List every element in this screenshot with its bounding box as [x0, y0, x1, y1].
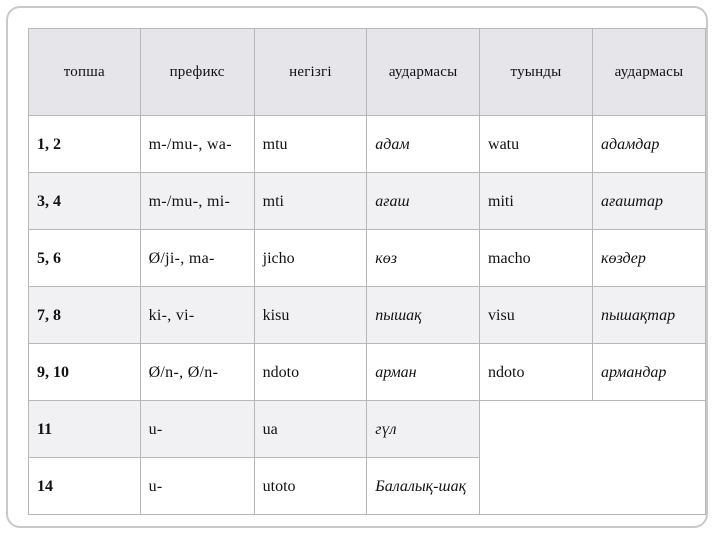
- class-cell: 7, 8: [29, 287, 141, 344]
- header-stem: негізгі: [254, 29, 367, 116]
- header-prefix: префикс: [140, 29, 254, 116]
- stem-cell: utoto: [254, 458, 367, 515]
- stem-cell: ndoto: [254, 344, 367, 401]
- translation-cell: адам: [367, 116, 480, 173]
- slide-frame: [6, 6, 708, 528]
- header-class: топша: [29, 29, 141, 116]
- derived-cell: macho: [480, 230, 593, 287]
- table-row: [29, 287, 706, 344]
- prefix-cell: u-: [140, 401, 254, 458]
- class-cell: 9, 10: [29, 344, 141, 401]
- translation-cell: ағаш: [367, 173, 480, 230]
- prefix-cell: u-: [140, 458, 254, 515]
- derived-cell: miti: [480, 173, 593, 230]
- translation-cell: арман: [367, 344, 480, 401]
- prefix-cell: m-/mu-, mi-: [140, 173, 254, 230]
- header-row: [29, 29, 706, 116]
- empty-merged-cell: [480, 401, 706, 515]
- header-derived: туынды: [480, 29, 593, 116]
- class-cell: 11: [29, 401, 141, 458]
- stem-cell: kisu: [254, 287, 367, 344]
- table-row: [29, 173, 706, 230]
- header-translation: аудармасы: [367, 29, 480, 116]
- derived-translation-cell: адамдар: [592, 116, 705, 173]
- derived-translation-cell: ағаштар: [592, 173, 705, 230]
- table-row: [29, 116, 706, 173]
- noun-class-table: [28, 28, 706, 515]
- translation-cell: пышақ: [367, 287, 480, 344]
- stem-cell: jicho: [254, 230, 367, 287]
- derived-translation-cell: пышақтар: [592, 287, 705, 344]
- translation-cell: Балалық-шақ: [367, 458, 480, 515]
- prefix-cell: m-/mu-, wa-: [140, 116, 254, 173]
- derived-cell: ndoto: [480, 344, 593, 401]
- table-row: [29, 401, 706, 458]
- class-cell: 14: [29, 458, 141, 515]
- derived-translation-cell: армандар: [592, 344, 705, 401]
- class-cell: 3, 4: [29, 173, 141, 230]
- class-cell: 1, 2: [29, 116, 141, 173]
- translation-cell: көз: [367, 230, 480, 287]
- table-row: [29, 344, 706, 401]
- header-derived-translation: аудармасы: [592, 29, 705, 116]
- class-cell: 5, 6: [29, 230, 141, 287]
- stem-cell: mti: [254, 173, 367, 230]
- translation-cell: гүл: [367, 401, 480, 458]
- derived-cell: watu: [480, 116, 593, 173]
- derived-cell: visu: [480, 287, 593, 344]
- prefix-cell: ki-, vi-: [140, 287, 254, 344]
- prefix-cell: Ø/n-, Ø/n-: [140, 344, 254, 401]
- derived-translation-cell: көздер: [592, 230, 705, 287]
- stem-cell: mtu: [254, 116, 367, 173]
- prefix-cell: Ø/ji-, ma-: [140, 230, 254, 287]
- table-row: [29, 230, 706, 287]
- stem-cell: ua: [254, 401, 367, 458]
